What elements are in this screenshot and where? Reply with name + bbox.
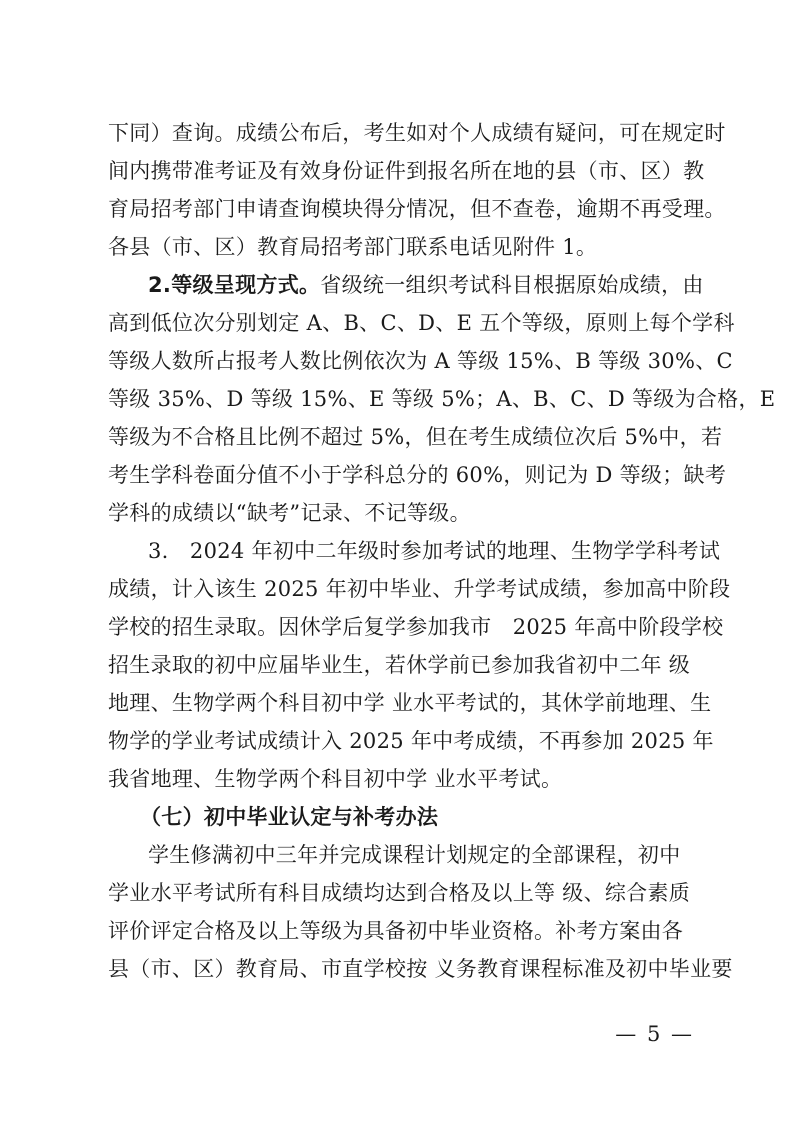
paragraph-text: 省级统一组织考试科目根据原始成绩，由 [320,273,704,297]
paragraph-line: 间内携带准考证及有效身份证件到报名所在地的县（市、区）教 [108,159,705,183]
paragraph-line: 县（市、区）教育局、市直学校按 义务教育课程标准及初中毕业要 [108,957,733,981]
paragraph-line: 下同）查询。成绩公布后，考生如对个人成绩有疑问，可在规定时 [108,121,726,145]
paragraph-line: 我省地理、生物学两个科目初中学 业水平考试。 [108,767,563,791]
paragraph-line: 地理、生物学两个科目初中学 业水平考试的，其休学前地理、生 [108,691,712,715]
paragraph-line: 学生修满初中三年并完成课程计划规定的全部课程，初中 [148,843,681,867]
paragraph-line: 高到低位次分别划定 A、B、C、D、E 五个等级，原则上每个学科 [108,311,735,335]
paragraph-line: 等级人数所占报考人数比例依次为 A 等级 15%、B 等级 30%、C [108,349,733,373]
paragraph-line: 学业水平考试所有科目成绩均达到合格及以上等 级、综合素质 [108,881,691,905]
paragraph-line: 育局招考部门申请查询模块得分情况，但不查卷，逾期不再受理。 [108,197,726,221]
paragraph-line: 3. 2024 年初中二年级时参加考试的地理、生物学学科考试 [148,539,721,563]
section-heading: （七）初中毕业认定与补考办法 [140,805,439,829]
inline-heading: 2.等级呈现方式。 [148,273,321,297]
page-number: — 5 — [615,1022,694,1046]
paragraph-line [148,271,704,299]
paragraph-line: 招生录取的初中应届毕业生，若休学前已参加我省初中二年 级 [108,653,691,677]
paragraph-line: 评价评定合格及以上等级为具备初中毕业资格。补考方案由各 [108,919,684,943]
paragraph-line: 物学的学业考试成绩计入 2025 年中考成绩，不再参加 2025 年 [108,729,714,753]
paragraph-line: 等级为不合格且比例不超过 5%，但在考生成绩位次后 5%中，若 [108,425,723,449]
paragraph-line: 等级 35%、D 等级 15%、E 等级 5%；A、B、C、D 等级为合格，E [108,387,776,411]
paragraph-line: 学校的招生录取。因休学后复学参加我市 2025 年高中阶段学校 [108,615,724,639]
paragraph-line: 学科的成绩以“缺考”记录、不记等级。 [108,501,471,525]
paragraph-line: 考生学科卷面分值不小于学科总分的 60%，则记为 D 等级；缺考 [108,463,727,487]
paragraph-line: 各县（市、区）教育局招考部门联系电话见附件 1。 [108,235,598,259]
paragraph-line: 成绩，计入该生 2025 年初中毕业、升学考试成绩，参加高中阶段 [108,577,731,601]
